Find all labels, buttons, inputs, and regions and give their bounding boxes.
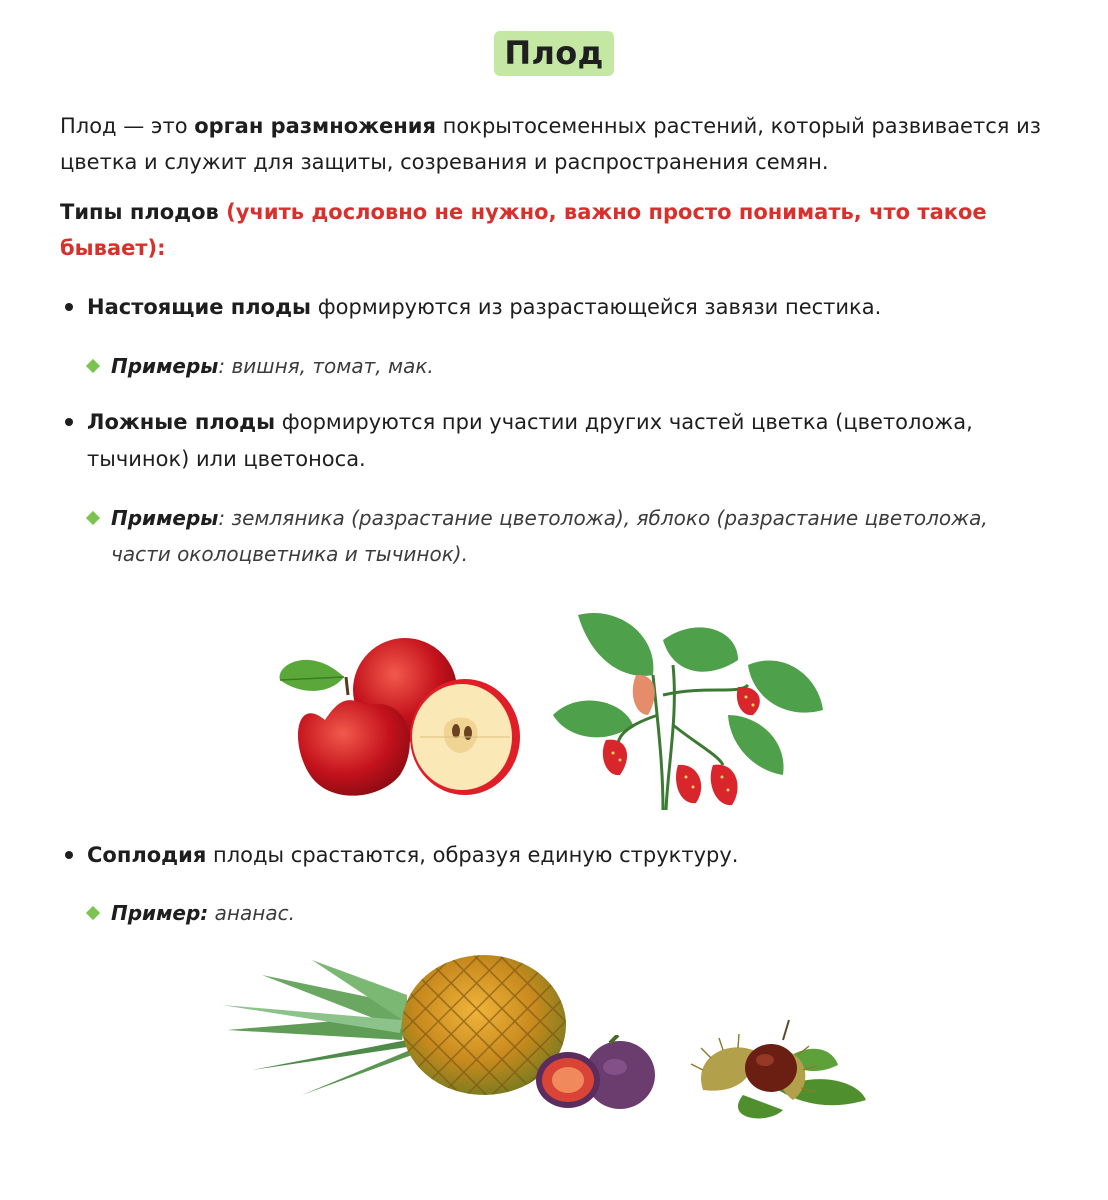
diamond-bullet-icon [86,906,100,920]
list-item-true-fruits [87,289,1037,326]
list-item-false-fruits [87,404,1037,478]
item-term: Ложные плоды [87,410,276,434]
intro-text-1: Плод — это [60,114,195,138]
item-term: Соплодия [87,843,207,867]
item-text: плоды срастаются, образуя единую структуру. [206,843,739,867]
example-label: Примеры [111,354,219,378]
diamond-bullet-icon [86,511,100,525]
intro-bold: орган размножения [194,114,436,138]
chestnut-image [683,1010,868,1125]
example-text: : вишня, томат, мак. [218,354,434,378]
example-false-fruits [111,500,991,572]
example-text: ананас. [208,901,295,925]
item-text: формируются при участии других частей цветка (цветоложа, тычинок) или цветоноса. [87,410,973,471]
intro-text-2: покрытосеменных растений, который развивается из цветка и служит для защиты, созревания и распространения семян. [60,114,1041,174]
page-title: Плод [494,31,613,76]
strawberry-plant-image [548,605,828,815]
example-true-fruits [111,348,991,384]
example-compound-fruits [111,895,991,931]
diamond-bullet-icon [86,359,100,373]
item-text: формируются из разрастающейся завязи пестика. [311,295,882,319]
intro-paragraph [60,108,1060,180]
list-item-compound-fruits [87,837,1037,874]
types-heading-label: Типы плодов [60,200,227,224]
figs-image [530,1035,660,1115]
item-term: Настоящие плоды [87,295,312,319]
example-label: Пример: [111,901,209,925]
types-heading [60,194,1060,266]
example-text: : земляника (разрастание цветоложа), яблоко (разрастание цветоложа, части околоцветника и тычинок). [111,506,988,566]
example-label: Примеры [111,506,219,530]
apples-image [270,625,530,805]
types-heading-note: (учить дословно не нужно, важно просто понимать, что такое бывает): [60,200,987,260]
pineapple-image [222,945,567,1100]
title-wrap [0,31,1108,76]
